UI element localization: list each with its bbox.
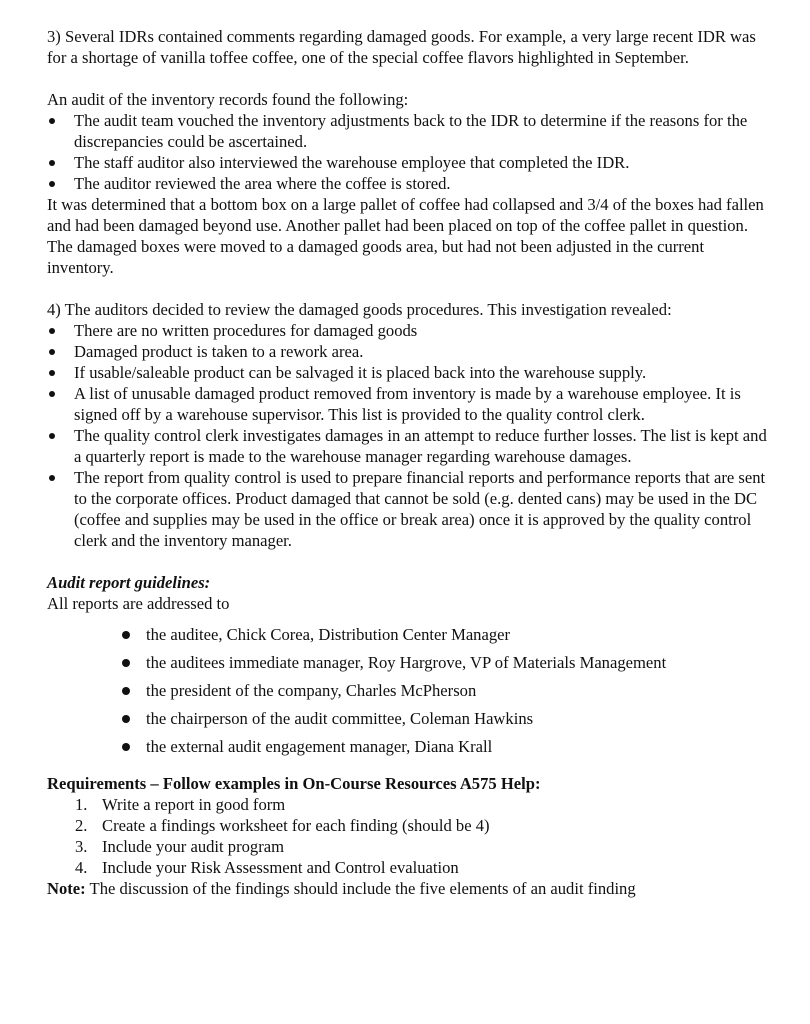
requirement-item xyxy=(47,815,770,836)
list-item: A list of unusable damaged product removed from inventory is made by a warehouse employee. It is signed off by a warehouse supervisor. This list is provided to the quality control clerk. xyxy=(47,383,770,425)
requirement-number: 4. xyxy=(75,858,88,877)
note-label: Note: xyxy=(47,879,86,898)
list-item: The staff auditor also interviewed the warehouse employee that completed the IDR. xyxy=(47,152,770,173)
damaged-goods-list xyxy=(47,320,770,551)
note-text: The discussion of the findings should include the five elements of an audit finding xyxy=(85,879,636,898)
requirement-item xyxy=(47,794,770,815)
requirements-note xyxy=(47,878,770,899)
section3-conclusion: It was determined that a bottom box on a large pallet of coffee had collapsed and 3/4 of the boxes had fallen and had been damaged beyond use. Another pallet had been placed on top of the coffee pallet in question. The damaged boxes were moved to a damaged goods area, but had not been adjusted in the current inventory. xyxy=(47,195,764,277)
list-item: If usable/saleable product can be salvaged it is placed back into the warehouse supply. xyxy=(47,362,770,383)
list-item: The report from quality control is used to prepare financial reports and performance reports that are sent to the corporate offices. Product damaged that cannot be sold (e.g. dented cans) may be used in the DC (coffee and supplies may be used in the office or break area) once it is approved by the quality control clerk and the inventory manager. xyxy=(47,467,770,551)
requirements-list xyxy=(47,794,770,878)
guidelines-lead: All reports are addressed to xyxy=(47,594,230,613)
requirement-number: 1. xyxy=(75,795,88,814)
requirement-text: Write a report in good form xyxy=(102,795,286,814)
requirement-number: 2. xyxy=(75,816,88,835)
section4-intro: 4) The auditors decided to review the damaged goods procedures. This investigation revealed: xyxy=(47,300,672,319)
recipient-item: the auditees immediate manager, Roy Hargrove, VP of Materials Management xyxy=(47,649,770,677)
audit-lead: An audit of the inventory records found the following: xyxy=(47,90,409,109)
list-item: The audit team vouched the inventory adjustments back to the IDR to determine if the reasons for the discrepancies could be ascertained. xyxy=(47,110,770,152)
requirement-text: Create a findings worksheet for each finding (should be 4) xyxy=(102,816,490,835)
requirement-item xyxy=(47,836,770,857)
recipient-item: the auditee, Chick Corea, Distribution Center Manager xyxy=(47,621,770,649)
requirements-heading: Requirements – Follow examples in On-Course Resources A575 Help: xyxy=(47,774,541,793)
recipients-list xyxy=(47,621,770,761)
list-item: There are no written procedures for damaged goods xyxy=(47,320,770,341)
recipient-item: the external audit engagement manager, Diana Krall xyxy=(47,733,770,761)
audit-findings-list xyxy=(47,110,770,194)
requirement-text: Include your Risk Assessment and Control evaluation xyxy=(102,858,459,877)
list-item: The quality control clerk investigates damages in an attempt to reduce further losses. The list is kept and a quarterly report is made to the warehouse manager regarding warehouse damages. xyxy=(47,425,770,467)
requirement-text: Include your audit program xyxy=(102,837,285,856)
section3-intro: 3) Several IDRs contained comments regarding damaged goods. For example, a very large recent IDR was for a shortage of vanilla toffee coffee, one of the special coffee flavors highlighted in September. xyxy=(47,27,756,67)
requirement-item xyxy=(47,857,770,878)
list-item: The auditor reviewed the area where the coffee is stored. xyxy=(47,173,770,194)
list-item: Damaged product is taken to a rework area. xyxy=(47,341,770,362)
guidelines-heading: Audit report guidelines: xyxy=(47,573,211,592)
recipient-item: the chairperson of the audit committee, Coleman Hawkins xyxy=(47,705,770,733)
recipient-item: the president of the company, Charles McPherson xyxy=(47,677,770,705)
requirement-number: 3. xyxy=(75,837,88,856)
